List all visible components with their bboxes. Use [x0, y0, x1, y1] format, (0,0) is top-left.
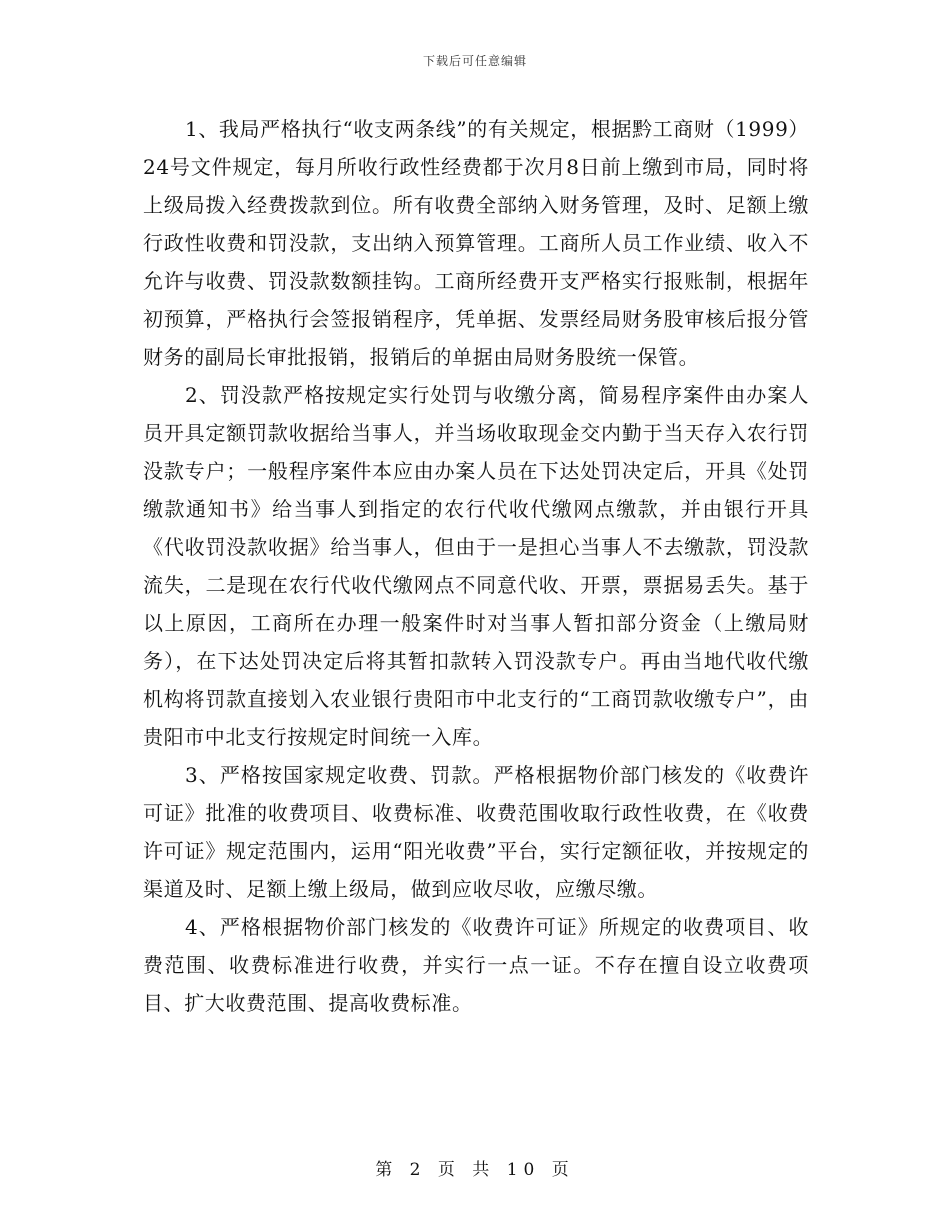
document-body	[143, 110, 809, 1022]
paragraph-2: 2、罚没款严格按规定实行处罚与收缴分离，简易程序案件由办案人员开具定额罚款收据给当事人，并当场收取现金交内勤于当天存入农行罚没款专户；一般程序案件本应由办案人员在下达处罚决定后，开具《处罚缴款通知书》给当事人到指定的农行代收代缴网点缴款，并由银行开具《代收罚没款收据》给当事人，但由于一是担心当事人不去缴款，罚没款流失，二是现在农行代收代缴网点不同意代收、开票，票据易丢失。基于以上原因，工商所在办理一般案件时对当事人暂扣部分资金（上缴局财务），在下达处罚决定后将其暂扣款转入罚没款专户。再由当地代收代缴机构将罚款直接划入农业银行贵阳市中北支行的“工商罚款收缴专户”，由贵阳市中北支行按规定时间统一入库。	[143, 383, 809, 749]
paragraph-4: 4、严格根据物价部门核发的《收费许可证》所规定的收费项目、收费范围、收费标准进行收费，并实行一点一证。不存在擅自设立收费项目、扩大收费范围、提高收费标准。	[143, 915, 809, 1015]
page-header: 下载后可任意编辑	[422, 54, 527, 68]
paragraph-3: 3、严格按国家规定收费、罚款。严格根据物价部门核发的《收费许可证》批准的收费项目、收费标准、收费范围收取行政性收费，在《收费许可证》规定范围内，运用“阳光收费”平台，实行定额征收，并按规定的渠道及时、足额上缴上级局，做到应收尽收，应缴尽缴。	[143, 763, 809, 901]
paragraph-1: 1、我局严格执行“收支两条线”的有关规定，根据黔工商财（1999）24号文件规定，每月所收行政性经费都于次月8日前上缴到市局，同时将上级局拨入经费拨款到位。所有收费全部纳入财务管理，及时、足额上缴行政性收费和罚没款，支出纳入预算管理。工商所人员工作业绩、收入不允许与收费、罚没款数额挂钩。工商所经费开支严格实行报账制，根据年初预算，严格执行会签报销程序，凭单据、发票经局财务股审核后报分管财务的副局长审批报销，报销后的单据由局财务股统一保管。	[143, 117, 809, 369]
page-number-footer: 第 2 页 共 10 页	[375, 1160, 575, 1180]
